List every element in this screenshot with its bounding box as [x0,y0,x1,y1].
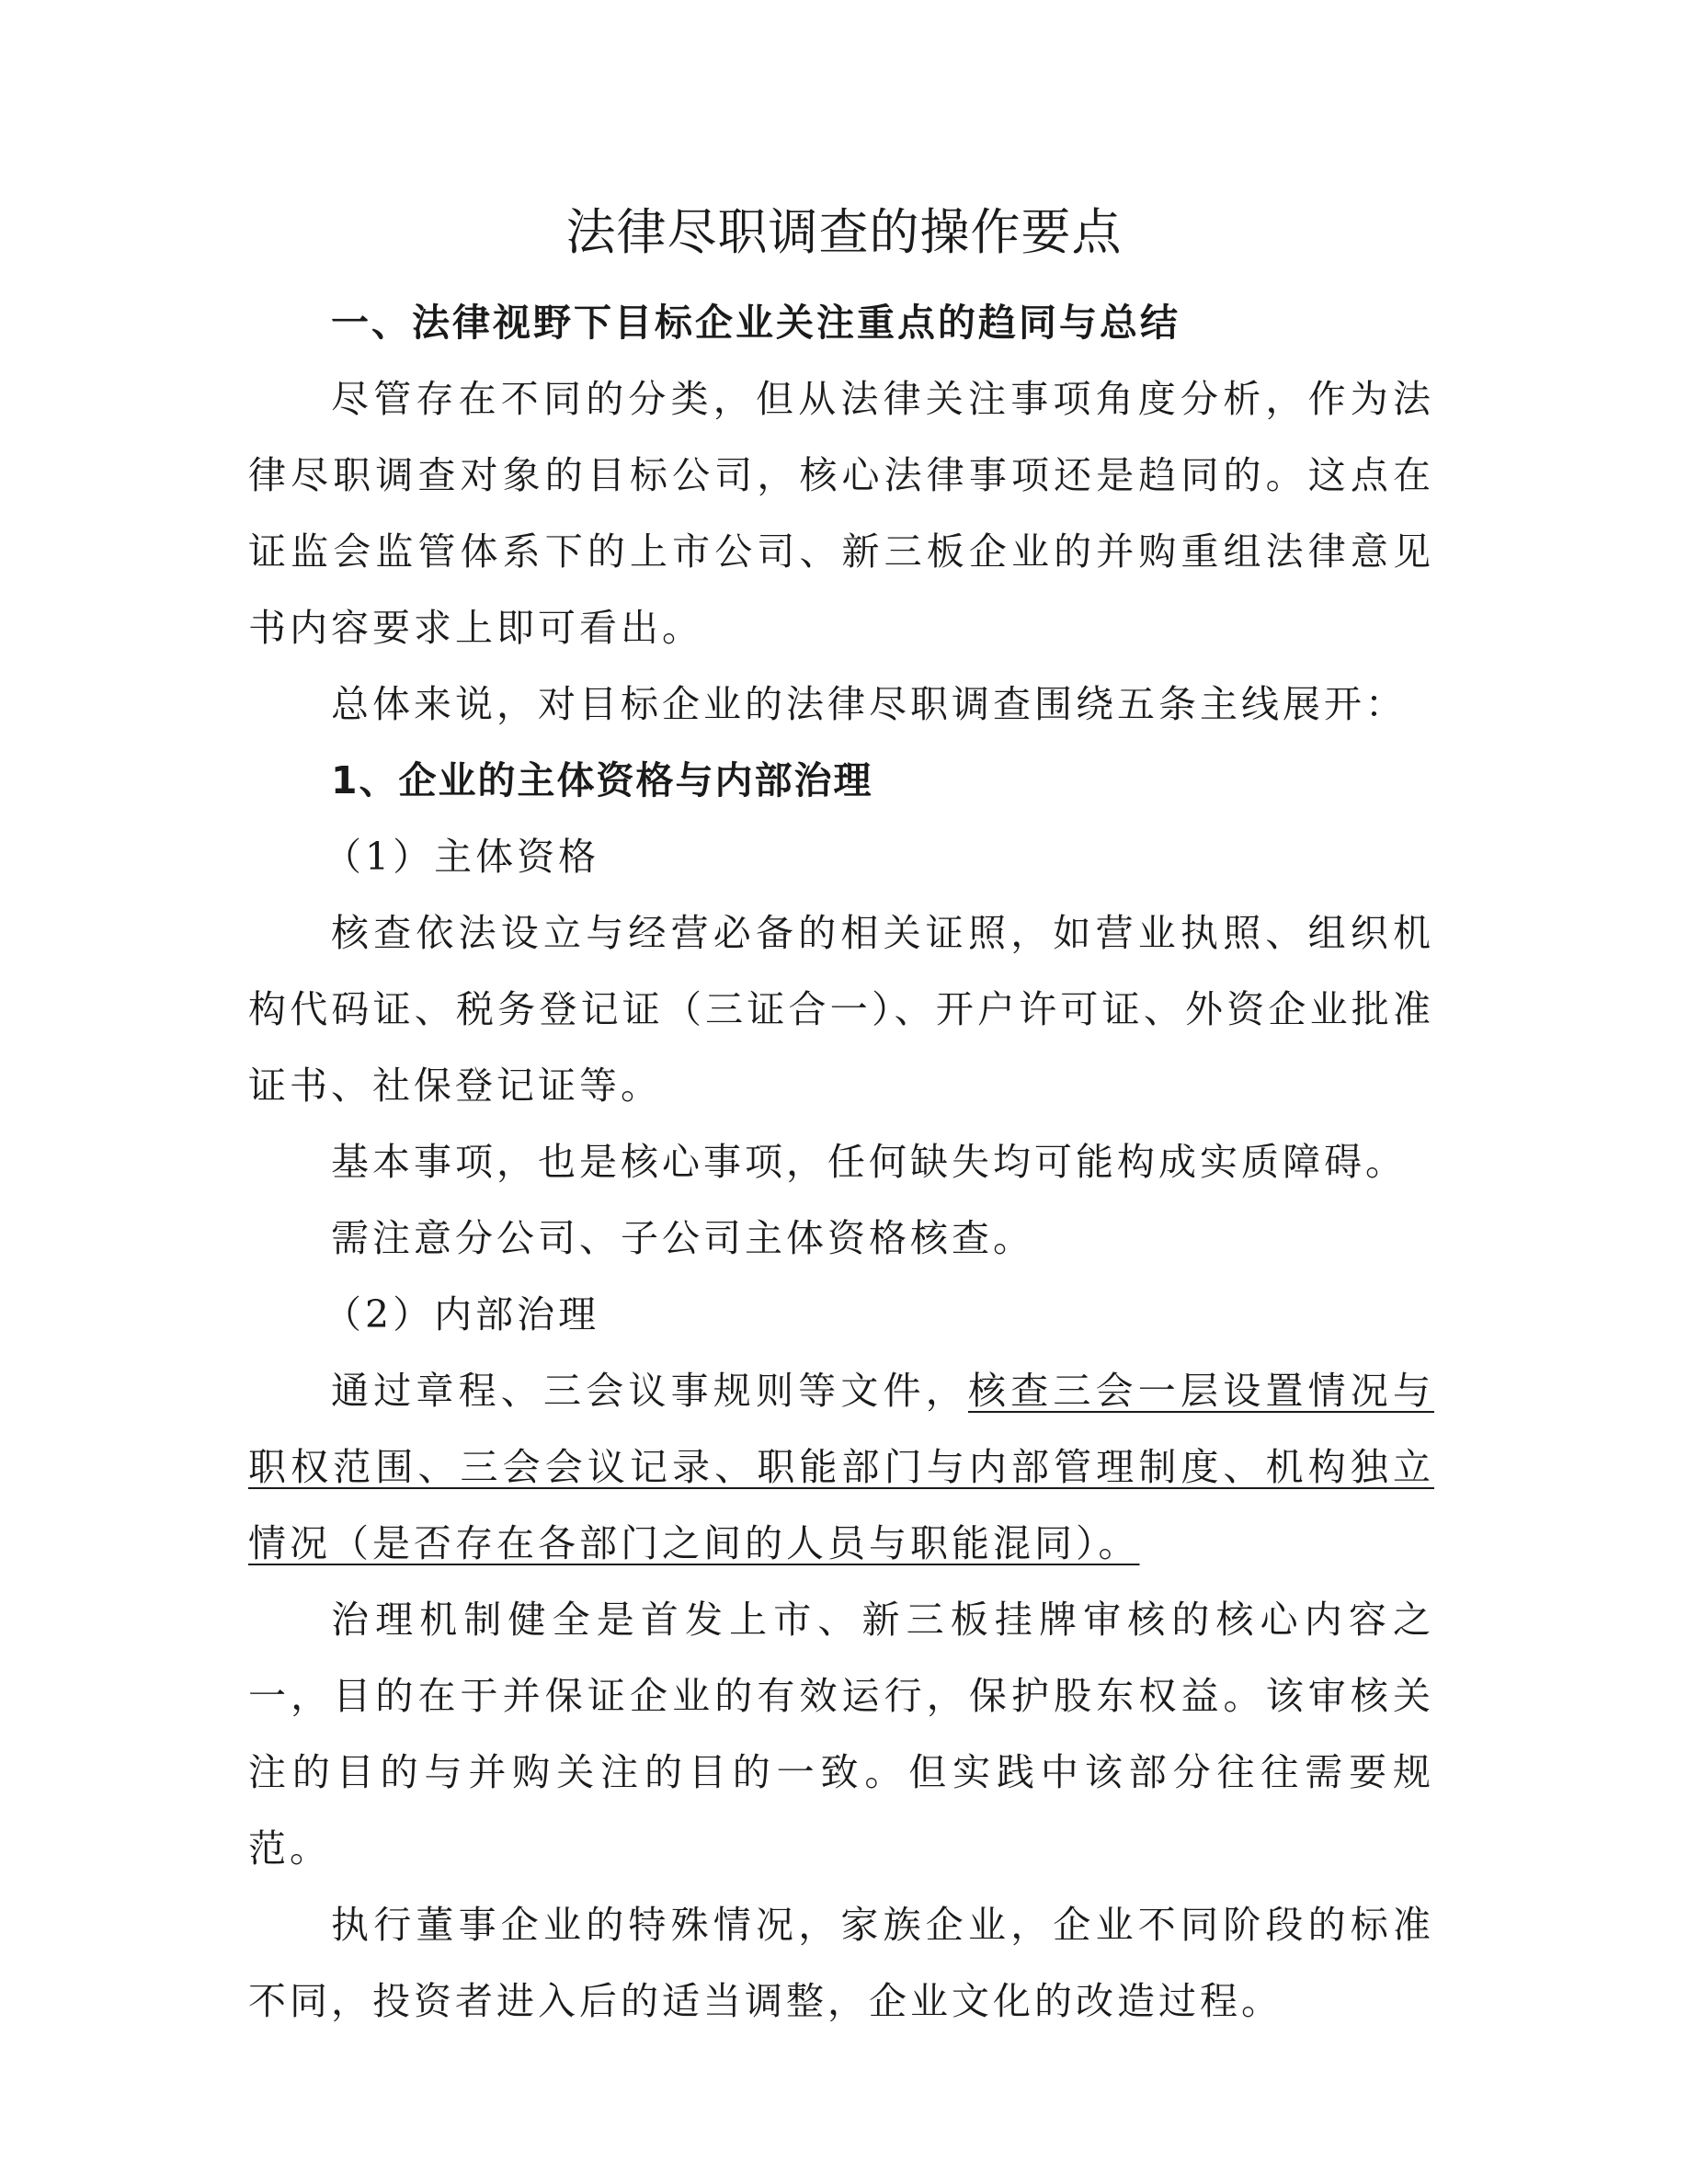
paragraph: 治理机制健全是首发上市、新三板挂牌审核的核心内容之一，目的在于并保证企业的有效运行，保护股东权益。该审核关注的目的与并购关注的目的一致。但实践中该部分往往需要规范。 [248,1598,1434,1871]
subsection-heading: （2）内部治理 [324,1292,600,1337]
paragraph: 需注意分公司、子公司主体资格核查。 [331,1216,1034,1260]
paragraph: 总体来说，对目标企业的法律尽职调查围绕五条主线展开： [331,682,1407,726]
paragraph: 执行董事企业的特殊情况，家族企业，企业不同阶段的标准不同，投资者进入后的适当调整，企业文化的改造过程。 [248,1903,1434,2023]
section-heading: 一、法律视野下目标企业关注重点的趋同与总结 [331,301,1180,345]
paragraph: 核查依法设立与经营必备的相关证照，如营业执照、组织机构代码证、税务登记证（三证合一）、开户许可证、外资企业批准证书、社保登记证等。 [248,911,1434,1108]
document-title: 法律尽职调查的操作要点 [565,203,1123,261]
subsection-heading: （1）主体资格 [324,835,600,879]
paragraph: 尽管存在不同的分类，但从法律关注事项角度分析，作为法律尽职调查对象的目标公司，核心法律事项还是趋同的。这点在证监会监管体系下的上市公司、新三板企业的并购重组法律意见书内容要求上即可看出。 [248,377,1434,650]
underlined-text: 核查三会一层设置情况与职权范围、三会会议记录、职能部门与内部管理制度、机构独立情况（是否存在各部门之间的人员与职能混同）。 [248,1369,1434,1565]
paragraph [248,1353,1434,1582]
subsection-heading: 1、企业的主体资格与内部治理 [331,758,873,802]
paragraph-text: 通过章程、三会议事规则等文件， [331,1369,968,1413]
document-body [248,285,1434,2040]
paragraph: 基本事项，也是核心事项，任何缺失均可能构成实质障碍。 [331,1140,1407,1184]
